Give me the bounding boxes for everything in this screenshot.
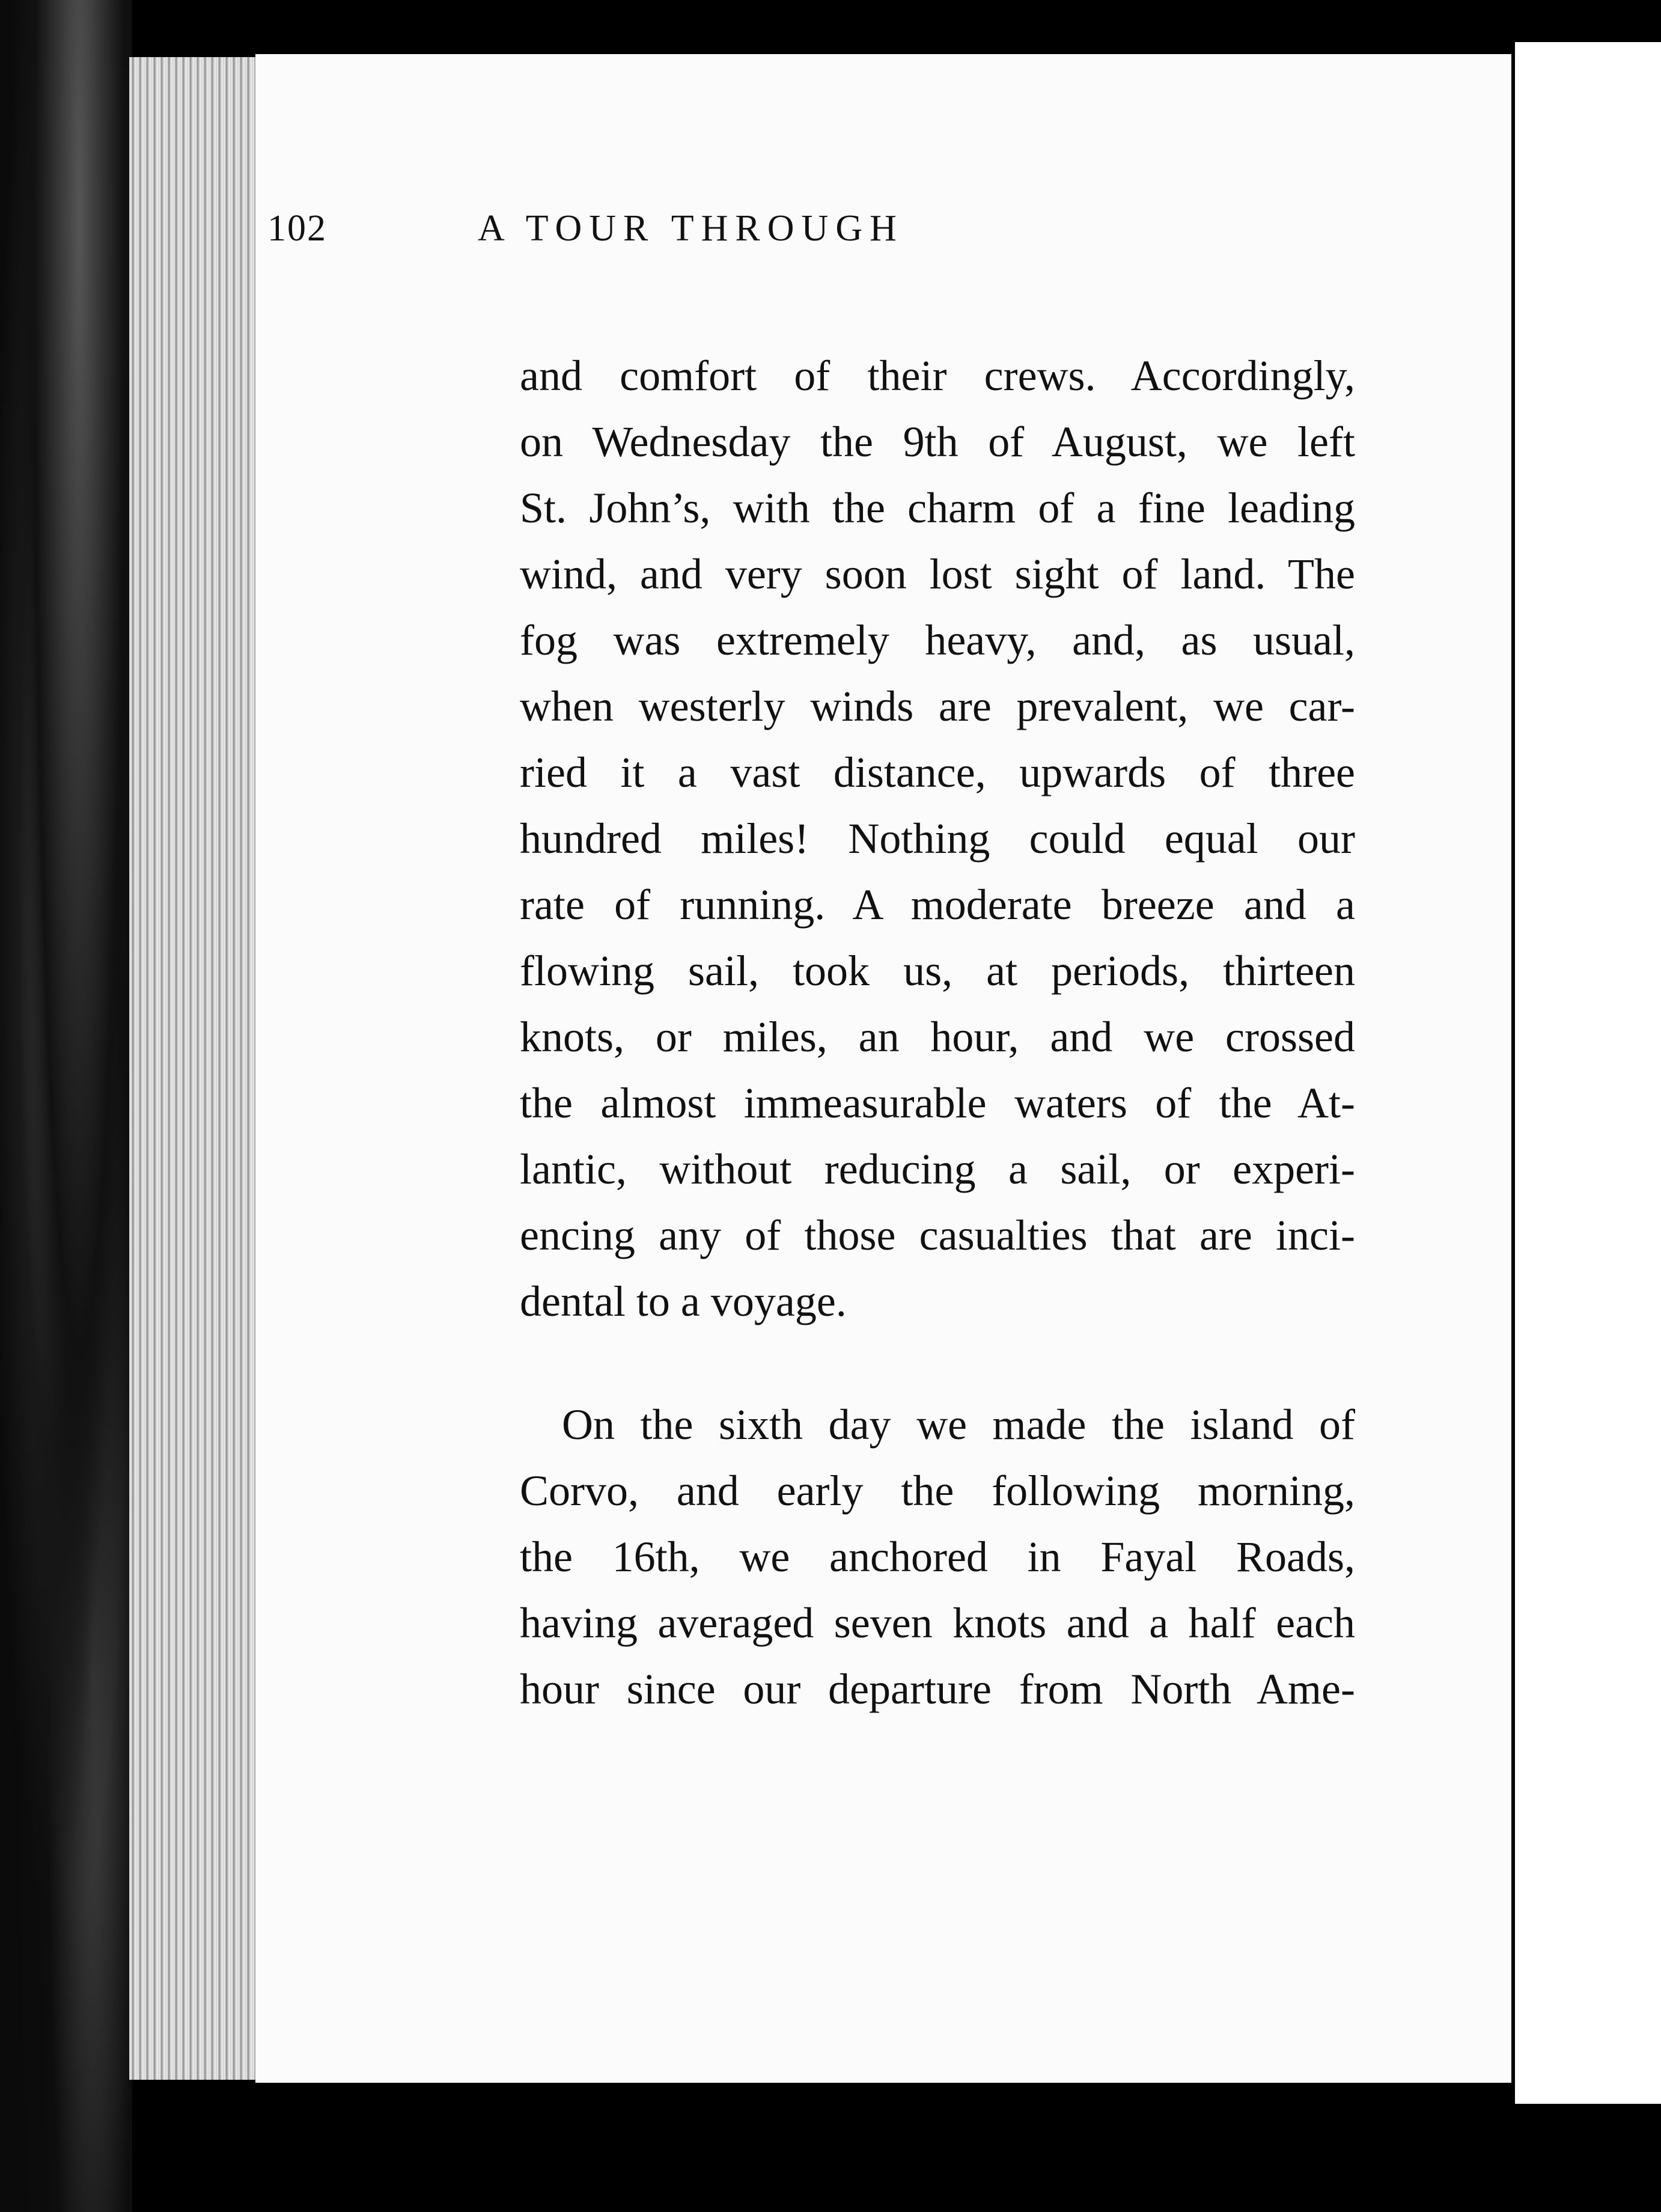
text-line: hour since our departure from North Ame- — [520, 1665, 1355, 1713]
text-line: fog was extremely heavy, and, as usual, — [520, 616, 1355, 664]
facing-page-edge — [1511, 42, 1661, 2104]
text-line: having averaged seven knots and a half each — [520, 1599, 1355, 1647]
text-line: On the sixth day we made the island of — [562, 1401, 1355, 1449]
marbled-endpaper — [0, 0, 132, 2212]
text-line: when westerly winds are prevalent, we car- — [520, 682, 1355, 730]
page-number: 102 — [267, 208, 327, 249]
text-line: hundred miles! Nothing could equal our — [520, 814, 1355, 863]
text-line: wind, and very soon lost sight of land. The — [520, 550, 1355, 598]
page-edges — [129, 57, 264, 2080]
text-line: St. John’s, with the charm of a fine leading — [520, 484, 1355, 532]
text-line: knots, or miles, an hour, and we crossed — [520, 1013, 1355, 1061]
text-line: and comfort of their crews. Accordingly, — [520, 352, 1355, 400]
paragraph — [520, 343, 1355, 1334]
text-line: encing any of those casualties that are inci- — [520, 1211, 1355, 1259]
text-line: dental to a voyage. — [520, 1277, 847, 1325]
text-line: the 16th, we anchored in Fayal Roads, — [520, 1533, 1355, 1581]
text-line: rate of running. A moderate breeze and a — [520, 881, 1355, 929]
text-line: flowing sail, took us, at periods, thirteen — [520, 947, 1355, 995]
body-text — [520, 343, 1355, 1722]
text-line: on Wednesday the 9th of August, we left — [520, 418, 1355, 466]
paragraph-break — [520, 1334, 1355, 1392]
running-title: A TOUR THROUGH — [478, 208, 904, 249]
paragraph — [520, 1392, 1355, 1722]
text-line: the almost immeasurable waters of the At- — [520, 1079, 1355, 1127]
text-line: lantic, without reducing a sail, or experi- — [520, 1145, 1355, 1193]
text-line: ried it a vast distance, upwards of three — [520, 748, 1355, 796]
text-line: Corvo, and early the following morning, — [520, 1467, 1355, 1515]
